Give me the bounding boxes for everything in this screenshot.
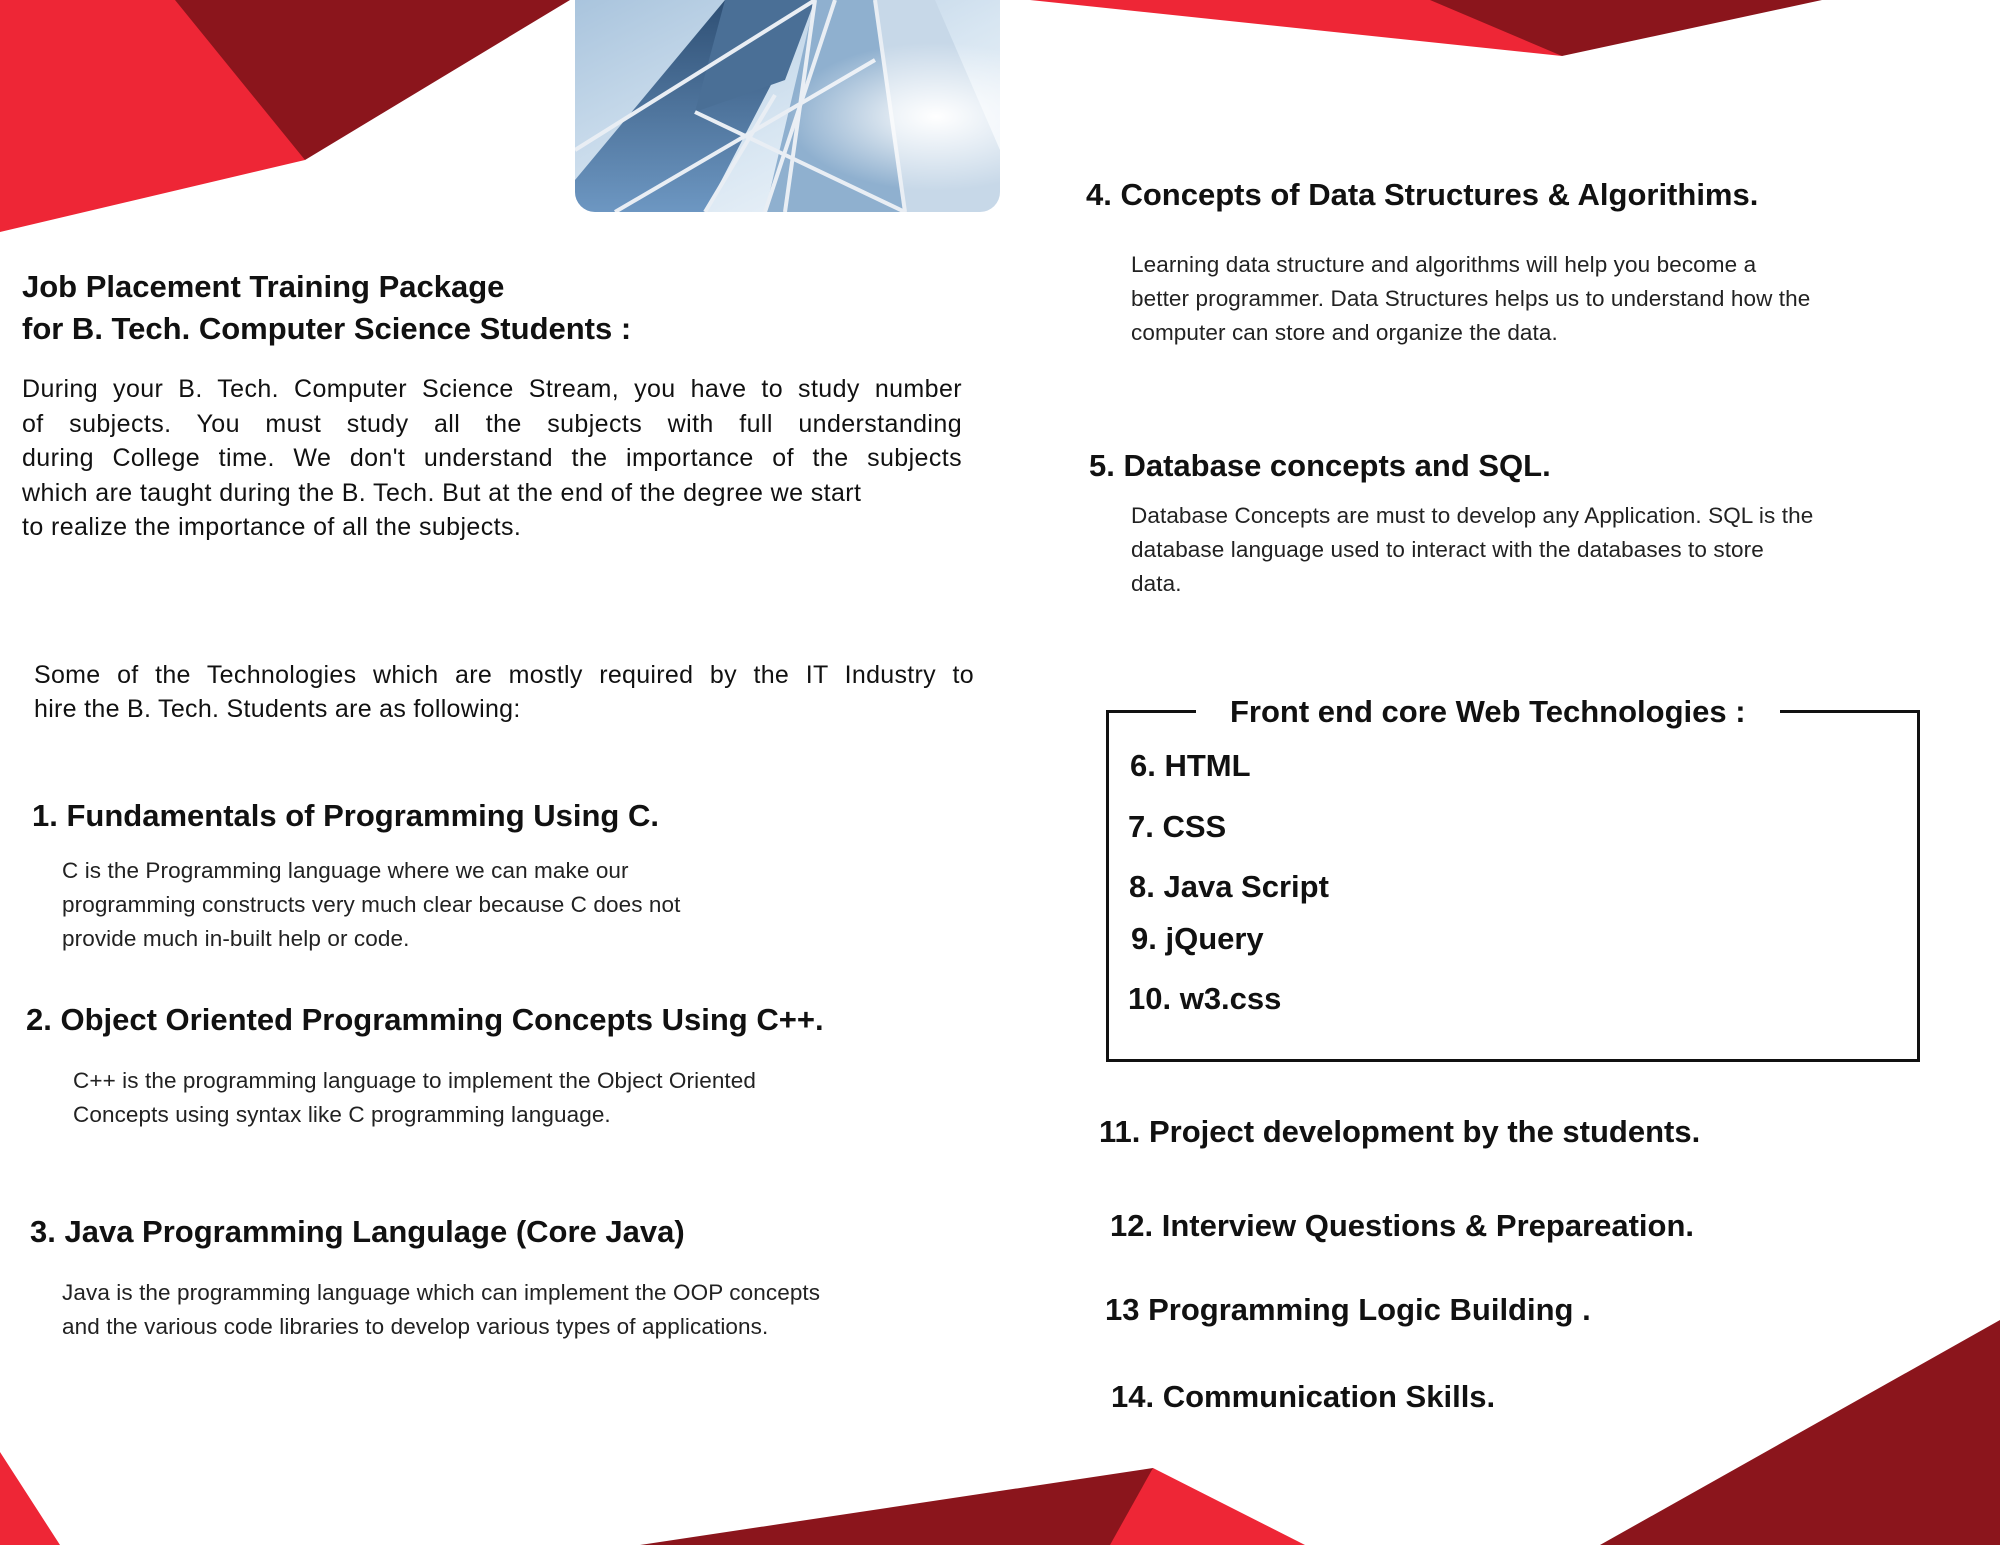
item-title: 1. Fundamentals of Programming Using C. xyxy=(32,798,659,833)
item-description-line: Database Concepts are must to develop any Application. SQL is the xyxy=(1131,503,1814,528)
intro-paragraph-line: during College time. We don't understand the importance of the subjects xyxy=(22,444,962,472)
intro-paragraph-line: During your B. Tech. Computer Science Stream, you have to study number xyxy=(22,375,962,403)
item-description-line: and the various code libraries to develop various types of applications. xyxy=(62,1314,769,1339)
intro-heading xyxy=(22,266,742,350)
intro-heading-line: for B. Tech. Computer Science Students : xyxy=(22,311,632,346)
item-description-line: Java is the programming language which can implement the OOP concepts xyxy=(62,1280,821,1305)
web-technology-item: 6. HTML xyxy=(1130,748,1251,783)
web-technology-item: 8. Java Script xyxy=(1129,869,1329,904)
item-title: 2. Object Oriented Programming Concepts Using C++. xyxy=(26,1002,824,1037)
web-technology-item: 7. CSS xyxy=(1128,809,1227,844)
web-technology-item: 10. w3.css xyxy=(1128,981,1282,1016)
technologies-intro xyxy=(34,658,974,726)
item-description xyxy=(62,1276,922,1344)
bottom-center-dark-shape xyxy=(640,1468,1160,1545)
item-description-line: data. xyxy=(1131,571,1182,596)
item-description xyxy=(62,854,782,956)
item-description-line: better programmer. Data Structures helps us to understand how the xyxy=(1131,286,1811,311)
item-description-line: provide much in-built help or code. xyxy=(62,926,410,951)
technologies-intro-line: Some of the Technologies which are mostly required by the IT Industry to xyxy=(34,661,974,689)
web-technologies-title: Front end core Web Technologies : xyxy=(1196,692,1780,732)
item-description xyxy=(1131,499,1891,601)
bottom-left-red-shape xyxy=(0,1452,60,1545)
intro-heading-line: Job Placement Training Package xyxy=(22,269,505,304)
item-title: 3. Java Programming Langulage (Core Java) xyxy=(30,1214,685,1249)
technologies-intro-line: hire the B. Tech. Students are as following: xyxy=(34,695,521,723)
building-photo xyxy=(575,0,1000,212)
item-description-line: Concepts using syntax like C programming language. xyxy=(73,1102,611,1127)
item-title: 14. Communication Skills. xyxy=(1111,1379,1496,1414)
intro-paragraph-line: which are taught during the B. Tech. But at the end of the degree we start xyxy=(22,478,862,507)
item-title: 13 Programming Logic Building . xyxy=(1105,1292,1591,1327)
item-description-line: C is the Programming language where we can make our xyxy=(62,858,629,883)
item-description-line: programming constructs very much clear because C does not xyxy=(62,892,681,917)
intro-paragraph-line: to realize the importance of all the subjects. xyxy=(22,513,522,541)
item-description-line: database language used to interact with the databases to store xyxy=(1131,537,1764,562)
item-title: 4. Concepts of Data Structures & Algorithims. xyxy=(1086,177,1759,212)
item-title: 12. Interview Questions & Prepareation. xyxy=(1110,1208,1695,1243)
web-technology-item: 9. jQuery xyxy=(1131,921,1264,956)
item-description-line: Learning data structure and algorithms will help you become a xyxy=(1131,252,1757,277)
item-description xyxy=(73,1064,873,1132)
bottom-right-dark-shape xyxy=(1600,1320,2000,1545)
item-description-line: C++ is the programming language to implement the Object Oriented xyxy=(73,1068,757,1093)
item-title: 5. Database concepts and SQL. xyxy=(1089,448,1551,483)
intro-paragraph xyxy=(22,372,962,545)
item-description-line: computer can store and organize the data. xyxy=(1131,320,1558,345)
item-title: 11. Project development by the students. xyxy=(1099,1114,1701,1149)
item-description xyxy=(1131,248,1891,350)
intro-paragraph-line: of subjects. You must study all the subjects with full understanding xyxy=(22,409,962,438)
